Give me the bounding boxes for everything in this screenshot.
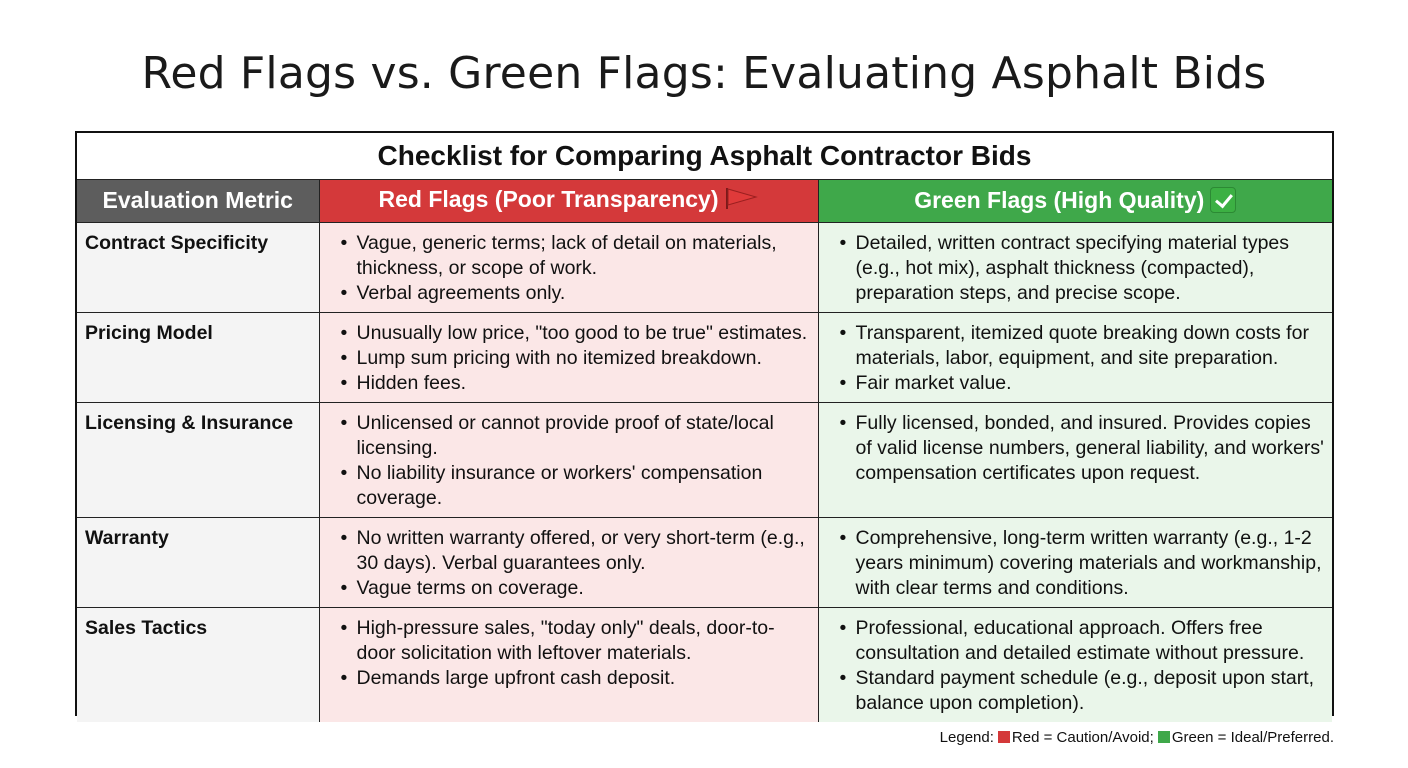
red-flag-item: • Demands large upfront cash deposit.: [330, 666, 814, 691]
red-flag-item: • No liability insurance or workers' compensation coverage.: [330, 461, 814, 511]
red-flags-list: [330, 411, 814, 511]
table-row: [77, 517, 1332, 607]
page-title: Red Flags vs. Green Flags: Evaluating Asphalt Bids: [141, 48, 1267, 99]
table-caption: Checklist for Comparing Asphalt Contractor Bids: [77, 133, 1332, 179]
red-flags-list: [330, 321, 814, 396]
row-metric-label: Pricing Model: [77, 312, 319, 402]
green-flag-item: • Transparent, itemized quote breaking down costs for materials, labor, equipment, and site preparation.: [829, 321, 1327, 371]
table-row: [77, 607, 1332, 722]
header-green-label: Green Flags (High Quality): [914, 187, 1205, 213]
red-flags-list: [330, 526, 814, 601]
legend-prefix: Legend:: [939, 729, 994, 746]
green-flags-list: [829, 321, 1327, 396]
row-metric-label: Licensing & Insurance: [77, 402, 319, 517]
green-flag-item: • Standard payment schedule (e.g., deposit upon start, balance upon completion).: [829, 666, 1327, 716]
table-body: [77, 222, 1332, 722]
green-flags-list: [829, 616, 1327, 716]
legend: [940, 729, 1334, 746]
red-flags-list: [330, 616, 814, 691]
row-red-flags-cell: [319, 402, 818, 517]
legend-green-swatch: [1158, 731, 1170, 743]
row-metric-label: Sales Tactics: [77, 607, 319, 722]
header-red-label: Red Flags (Poor Transparency): [378, 185, 719, 212]
green-flags-list: [829, 526, 1327, 601]
header-metric-label: Evaluation Metric: [102, 187, 293, 213]
row-red-flags-cell: [319, 517, 818, 607]
table-row: [77, 312, 1332, 402]
red-flag-item: • High-pressure sales, "today only" deals, door-to-door solicitation with leftover materials.: [330, 616, 814, 666]
legend-green-text: Green = Ideal/Preferred.: [1171, 729, 1334, 746]
header-green-flags: [818, 179, 1332, 222]
red-flag-item: • Verbal agreements only.: [330, 281, 814, 306]
row-metric-label: Warranty: [77, 517, 319, 607]
red-flag-item: • Unlicensed or cannot provide proof of state/local licensing.: [330, 411, 814, 461]
row-green-flags-cell: [818, 402, 1332, 517]
check-mark-icon: [1210, 187, 1236, 213]
row-red-flags-cell: [319, 222, 818, 312]
header-red-flags: [319, 179, 818, 222]
green-flags-list: [829, 231, 1327, 306]
red-flag-item: • Lump sum pricing with no itemized breakdown.: [330, 346, 814, 371]
red-flag-item: • Unusually low price, "too good to be true" estimates.: [330, 321, 814, 346]
green-flag-item: • Detailed, written contract specifying material types (e.g., hot mix), asphalt thickness (compacted), preparation steps, and precise scope.: [829, 231, 1327, 306]
table-row: [77, 402, 1332, 517]
legend-red-swatch: [998, 731, 1010, 743]
green-flag-item: • Fair market value.: [829, 371, 1327, 396]
row-metric-label: Contract Specificity: [77, 222, 319, 312]
green-flags-list: [829, 411, 1327, 486]
red-flag-item: • Vague, generic terms; lack of detail on materials, thickness, or scope of work.: [330, 231, 814, 281]
comparison-table: [75, 131, 1334, 716]
row-green-flags-cell: [818, 222, 1332, 312]
red-flag-icon: [724, 186, 758, 216]
red-flag-item: • Hidden fees.: [330, 371, 814, 396]
green-flag-item: • Professional, educational approach. Offers free consultation and detailed estimate without pressure.: [829, 616, 1327, 666]
row-red-flags-cell: [319, 607, 818, 722]
row-green-flags-cell: [818, 607, 1332, 722]
header-evaluation-metric: [77, 179, 319, 222]
green-flag-item: • Fully licensed, bonded, and insured. Provides copies of valid license numbers, general liability, and workers' compensation certificates upon request.: [829, 411, 1327, 486]
legend-red-text: Red = Caution/Avoid;: [1011, 729, 1154, 746]
red-flag-item: • No written warranty offered, or very short-term (e.g., 30 days). Verbal guarantees only.: [330, 526, 814, 576]
red-flag-item: • Vague terms on coverage.: [330, 576, 814, 601]
red-flags-list: [330, 231, 814, 306]
row-green-flags-cell: [818, 312, 1332, 402]
bid-checklist-table: [77, 133, 1332, 722]
green-flag-item: • Comprehensive, long-term written warranty (e.g., 1-2 years minimum) covering materials and workmanship, with clear terms and conditions.: [829, 526, 1327, 601]
row-red-flags-cell: [319, 312, 818, 402]
table-row: [77, 222, 1332, 312]
row-green-flags-cell: [818, 517, 1332, 607]
